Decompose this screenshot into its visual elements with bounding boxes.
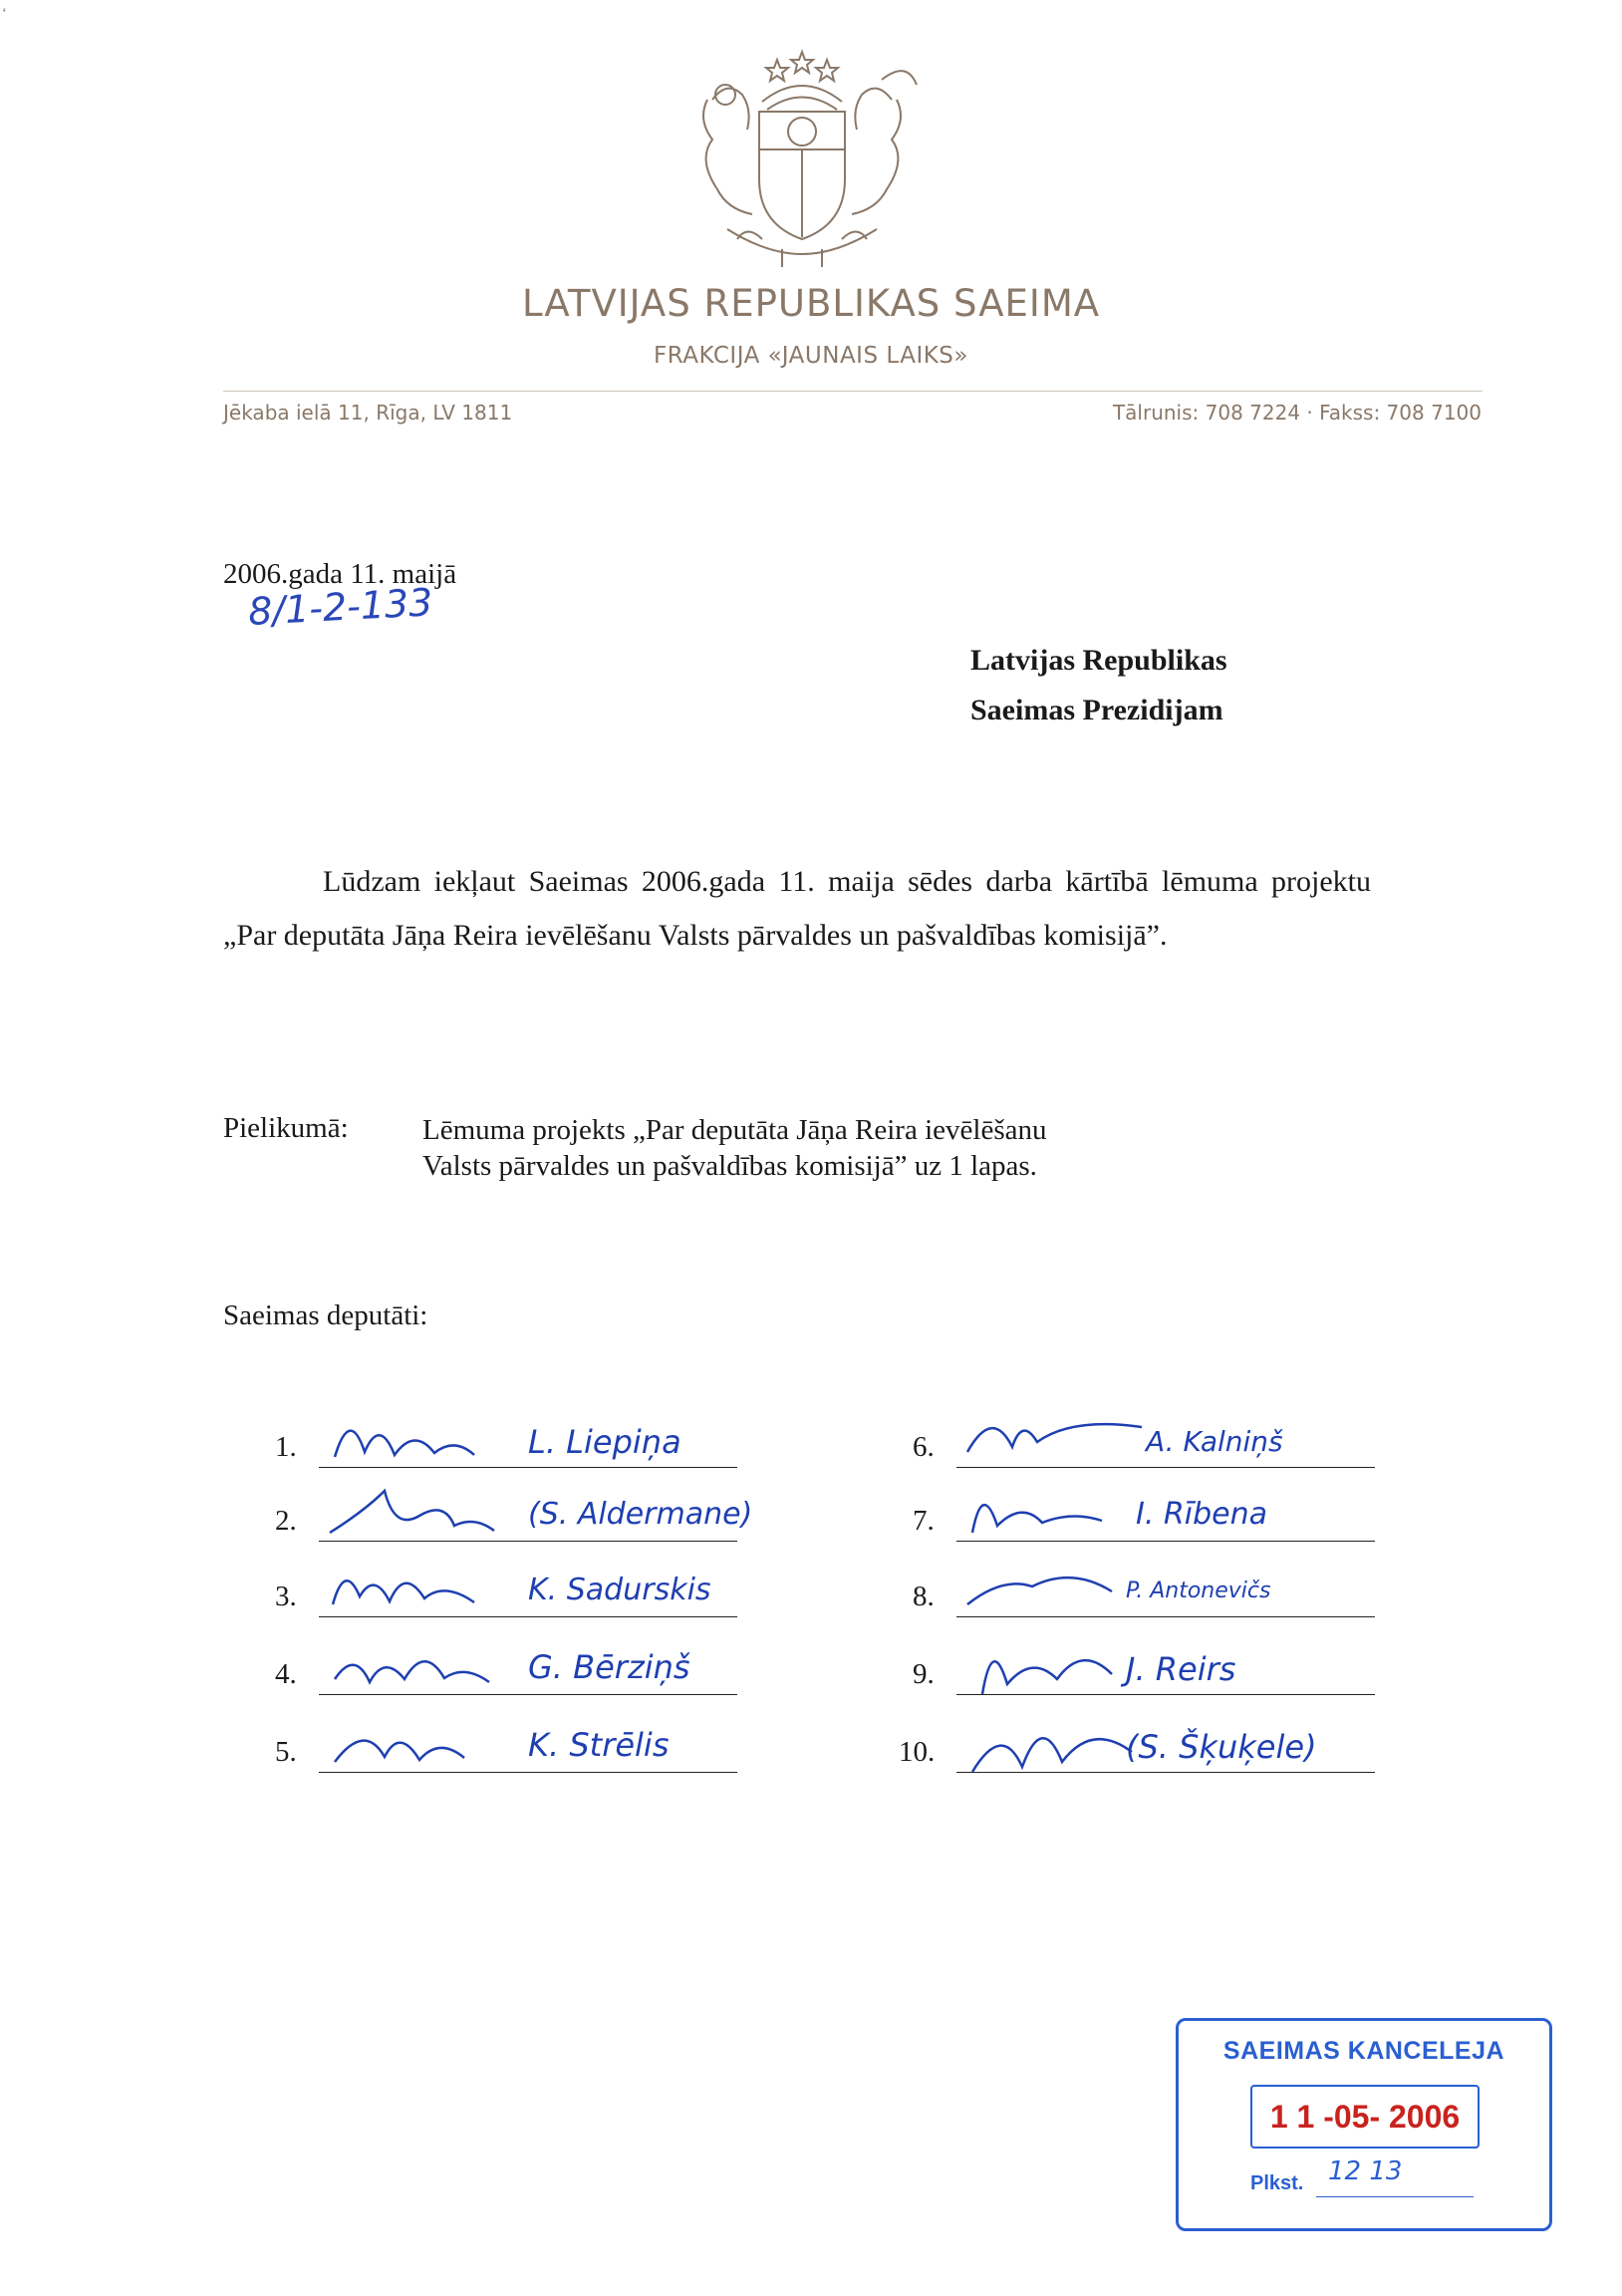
handwritten-signature <box>325 1547 514 1626</box>
deputies-label: Saeimas deputāti: <box>223 1299 428 1331</box>
signature-number: 3. <box>275 1580 297 1612</box>
signature-number: 5. <box>275 1736 297 1768</box>
coat-of-arms-emblem <box>668 40 937 269</box>
stamp-time-label: Plkst. <box>1250 2172 1304 2194</box>
handwritten-name: (S. Šķuķele) <box>1126 1728 1317 1766</box>
letterhead-address: Jēkaba ielā 11, Rīga, LV 1811 <box>223 401 513 425</box>
attachment-label: Pielikumā: <box>223 1112 349 1144</box>
handwritten-signature <box>962 1624 1152 1704</box>
handwritten-name: A. Kalniņš <box>1146 1425 1283 1458</box>
handwritten-name: P. Antonevičs <box>1126 1578 1271 1603</box>
letter-body <box>223 855 1371 963</box>
signature-number: 8. <box>913 1580 935 1612</box>
stamp-title: SAEIMAS KANCELEJA <box>1222 2037 1505 2065</box>
addressee-line-2: Saeimas Prezidijam <box>970 694 1223 726</box>
signature-number: 1. <box>275 1431 297 1463</box>
signature-number: 10. <box>899 1736 936 1768</box>
letter-date: 2006.gada 11. maijā <box>223 558 457 590</box>
handwritten-name: K. Strēlis <box>528 1726 670 1764</box>
letter-body-text: Lūdzam iekļaut Saeimas 2006.gada 11. maija sēdes darba kārtībā lēmuma projektu „Par deputāta Jāņa Reira ievēlēšanu Valsts pārvaldes un pašvaldības komisijā”. <box>223 865 1371 952</box>
handwritten-name: (S. Aldermane) <box>528 1497 753 1532</box>
addressee <box>970 636 1227 735</box>
signature-number: 9. <box>913 1658 935 1690</box>
handwritten-signature <box>325 1397 514 1477</box>
letterhead-title: LATVIJAS REPUBLIKAS SAEIMA <box>521 282 1101 325</box>
corner-mark: ‘ <box>2 6 7 21</box>
letterhead-subtitle: FRAKCIJA «JAUNAIS LAIKS» <box>654 343 968 369</box>
receipt-stamp <box>1176 2018 1552 2231</box>
handwritten-name: J. Reirs <box>1126 1650 1236 1688</box>
signature-number: 7. <box>913 1505 935 1537</box>
stamp-time-line <box>1316 2196 1474 2197</box>
handwritten-signature <box>962 1397 1152 1477</box>
handwritten-signature <box>325 1471 514 1551</box>
attachment-text: Lēmuma projekts „Par deputāta Jāņa Reira ievēlēšanu Valsts pārvaldes un pašvaldības komisijā” uz 1 lapas. <box>422 1114 1047 1182</box>
stamp-date: 1 1 -05- 2006 <box>1250 2085 1480 2149</box>
letterhead-divider <box>223 391 1483 392</box>
handwritten-name: I. Rībena <box>1136 1497 1267 1532</box>
handwritten-name: G. Bērziņš <box>528 1648 690 1686</box>
signature-number: 4. <box>275 1658 297 1690</box>
letterhead-contacts: Tālrunis: 708 7224 · Fakss: 708 7100 <box>1112 401 1482 425</box>
handwritten-signature <box>325 1702 514 1782</box>
addressee-line-1: Latvijas Republikas <box>970 644 1227 677</box>
handwritten-signature <box>962 1547 1152 1626</box>
handwritten-signature <box>325 1624 514 1704</box>
signature-number: 2. <box>275 1505 297 1537</box>
signature-number: 6. <box>913 1431 935 1463</box>
handwritten-registration-number: 8/1-2-133 <box>247 580 434 634</box>
handwritten-name: K. Sadurskis <box>528 1573 711 1607</box>
handwritten-name: L. Liepiņa <box>528 1423 681 1461</box>
handwritten-signature <box>962 1702 1152 1782</box>
stamp-time-value: 12 13 <box>1328 2156 1403 2186</box>
handwritten-signature <box>962 1471 1152 1551</box>
